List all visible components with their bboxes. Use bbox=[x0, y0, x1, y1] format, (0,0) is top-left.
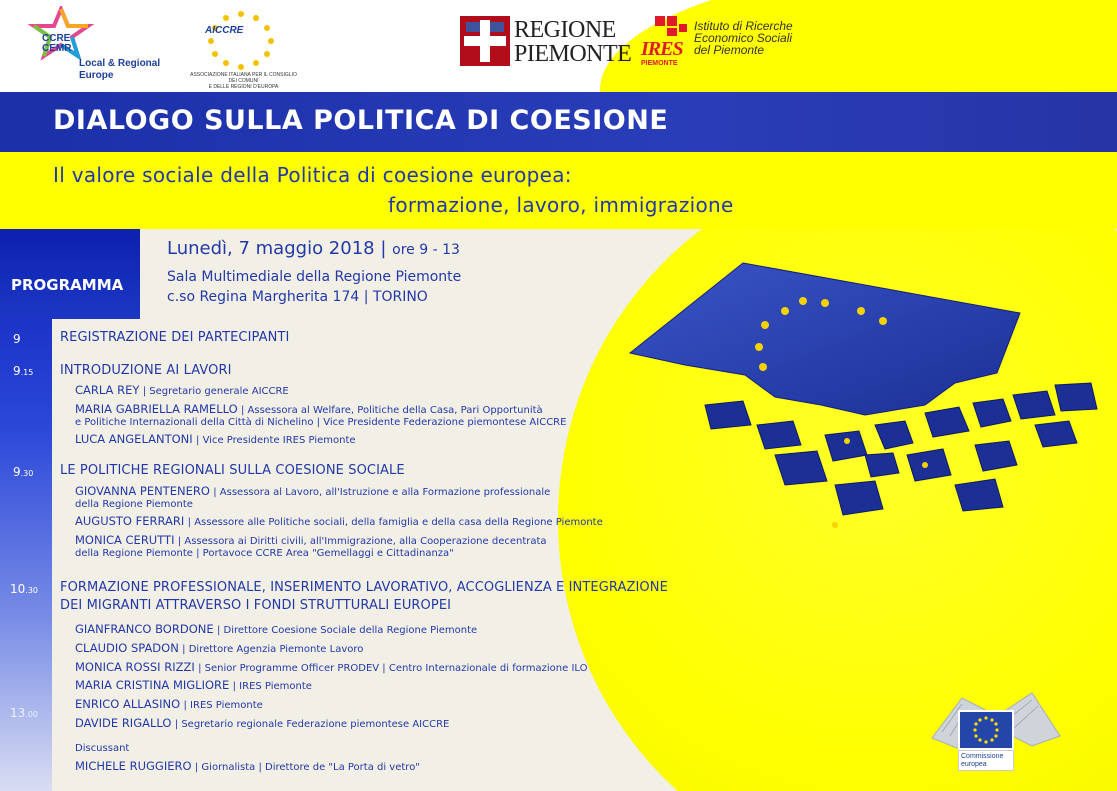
session-title: LE POLITICHE REGIONALI SULLA COESIONE SOCIALE bbox=[60, 463, 405, 478]
aiccre-name: AICCRE bbox=[205, 25, 244, 36]
time-slot: 9 bbox=[13, 332, 21, 346]
cemr-acronym: CEMR bbox=[42, 43, 72, 54]
time-slot: 9.15 bbox=[13, 364, 34, 378]
regione-line-2: PIEMONTE bbox=[514, 41, 632, 67]
header bbox=[0, 0, 1117, 92]
aiccre-sub-2: E DELLE REGIONI D'EUROPA bbox=[208, 84, 279, 90]
page-title: DIALOGO SULLA POLITICA DI COESIONE bbox=[53, 105, 669, 136]
speaker-line: ENRICO ALLASINO | IRES Piemonte bbox=[75, 697, 263, 711]
ires-line-3: del Piemonte bbox=[694, 43, 765, 57]
speaker-line: MONICA ROSSI RIZZI | Senior Programme Officer PRODEV | Centro Internazionale di formazione ILO bbox=[75, 660, 588, 674]
ires-line-2: Economico Sociali bbox=[694, 31, 793, 45]
eu-flag-icon bbox=[958, 710, 1014, 750]
speaker-line: MONICA CERUTTI | Assessora ai Diritti civili, all'Immigrazione, alla Cooperazione decentrata bbox=[75, 533, 547, 547]
speaker-line: GIANFRANCO BORDONE | Direttore Coesione Sociale della Regione Piemonte bbox=[75, 622, 478, 636]
ccre-cemr-logo bbox=[26, 6, 176, 86]
speaker-line: DAVIDE RIGALLO | Segretario regionale Federazione piemontese AICCRE bbox=[75, 716, 450, 730]
ires-line-1: Istituto di Ricerche bbox=[694, 19, 793, 33]
speaker-role-cont: della Regione Piemonte bbox=[75, 499, 193, 510]
speaker-line: CLAUDIO SPADON | Direttore Agenzia Piemonte Lavoro bbox=[75, 641, 364, 655]
speaker-line: MICHELE RUGGIERO | Giornalista | Direttore de "La Porta di vetro" bbox=[75, 759, 420, 773]
ires-piemonte-logo bbox=[641, 16, 831, 68]
subtitle-line-1: Il valore sociale della Politica di coesione europea: bbox=[53, 163, 572, 187]
regione-line-1: REGIONE bbox=[514, 17, 616, 43]
programma-tab bbox=[0, 229, 140, 319]
event-venue-2: c.so Regina Margherita 174 | TORINO bbox=[167, 289, 428, 305]
time-slot: 10.30 bbox=[10, 582, 39, 596]
speaker-line: MARIA GABRIELLA RAMELLO | Assessora al Welfare, Politiche della Casa, Pari Opportunità bbox=[75, 402, 543, 416]
ce-line-1: Commissione bbox=[961, 753, 1004, 760]
ccre-tagline-2: Europe bbox=[79, 70, 114, 81]
title-banner bbox=[0, 92, 1117, 152]
regione-flag-icon bbox=[460, 16, 510, 66]
session-title: FORMAZIONE PROFESSIONALE, INSERIMENTO LAVORATIVO, ACCOGLIENZA E INTEGRAZIONE bbox=[60, 580, 668, 595]
speaker-line: AUGUSTO FERRARI | Assessore alle Politiche sociali, della famiglia e della casa della Regione Piemonte bbox=[75, 514, 603, 528]
ce-line-2: europea bbox=[961, 761, 987, 768]
subtitle-band bbox=[0, 152, 1117, 229]
subtitle-line-2: formazione, lavoro, immigrazione bbox=[388, 193, 734, 217]
ccre-tagline-1: Local & Regional bbox=[79, 58, 161, 69]
speaker-line: GIOVANNA PENTENERO | Assessora al Lavoro, all'Istruzione e alla Formazione professionale bbox=[75, 484, 551, 498]
event-date-text: Lunedì, 7 maggio 2018 | bbox=[167, 238, 387, 259]
aiccre-sub-1: ASSOCIAZIONE ITALIANA PER IL CONSIGLIO DEI COMUNI bbox=[190, 72, 297, 84]
session-title: REGISTRAZIONE DEI PARTECIPANTI bbox=[60, 330, 290, 345]
time-slot: 9.30 bbox=[13, 465, 34, 479]
speaker-line: CARLA REY | Segretario generale AICCRE bbox=[75, 383, 289, 397]
event-hours: ore 9 - 13 bbox=[392, 242, 460, 258]
session-title: INTRODUZIONE AI LAVORI bbox=[60, 363, 232, 378]
eu-puzzle-illustration bbox=[625, 255, 1110, 555]
ires-mark-text: IRES bbox=[641, 38, 683, 60]
discussant-label: Discussant bbox=[75, 743, 130, 754]
ccre-acronym: CCRE bbox=[42, 33, 71, 44]
regione-piemonte-logo bbox=[460, 16, 630, 68]
ires-mark-sub: PIEMONTE bbox=[641, 60, 678, 67]
session-title: DEI MIGRANTI ATTRAVERSO I FONDI STRUTTURALI EUROPEI bbox=[60, 598, 452, 613]
aiccre-logo bbox=[186, 8, 301, 88]
speaker-line: MARIA CRISTINA MIGLIORE | IRES Piemonte bbox=[75, 678, 312, 692]
speaker-role-cont: e Politiche Internazionali della Città di Nichelino | Vice Presidente Federazione piemontese AICCRE bbox=[75, 417, 567, 428]
speaker-line: LUCA ANGELANTONI | Vice Presidente IRES Piemonte bbox=[75, 432, 356, 446]
speaker-role-cont: della Regione Piemonte | Portavoce CCRE Area "Gemellaggi e Cittadinanza" bbox=[75, 548, 454, 559]
event-date bbox=[167, 238, 460, 259]
aiccre-stars-icon bbox=[186, 8, 296, 72]
time-slot: 13.00 bbox=[10, 706, 39, 720]
programma-label: PROGRAMMA bbox=[11, 276, 124, 294]
event-venue-1: Sala Multimediale della Regione Piemonte bbox=[167, 269, 462, 285]
commissione-europea-logo bbox=[932, 688, 1062, 773]
